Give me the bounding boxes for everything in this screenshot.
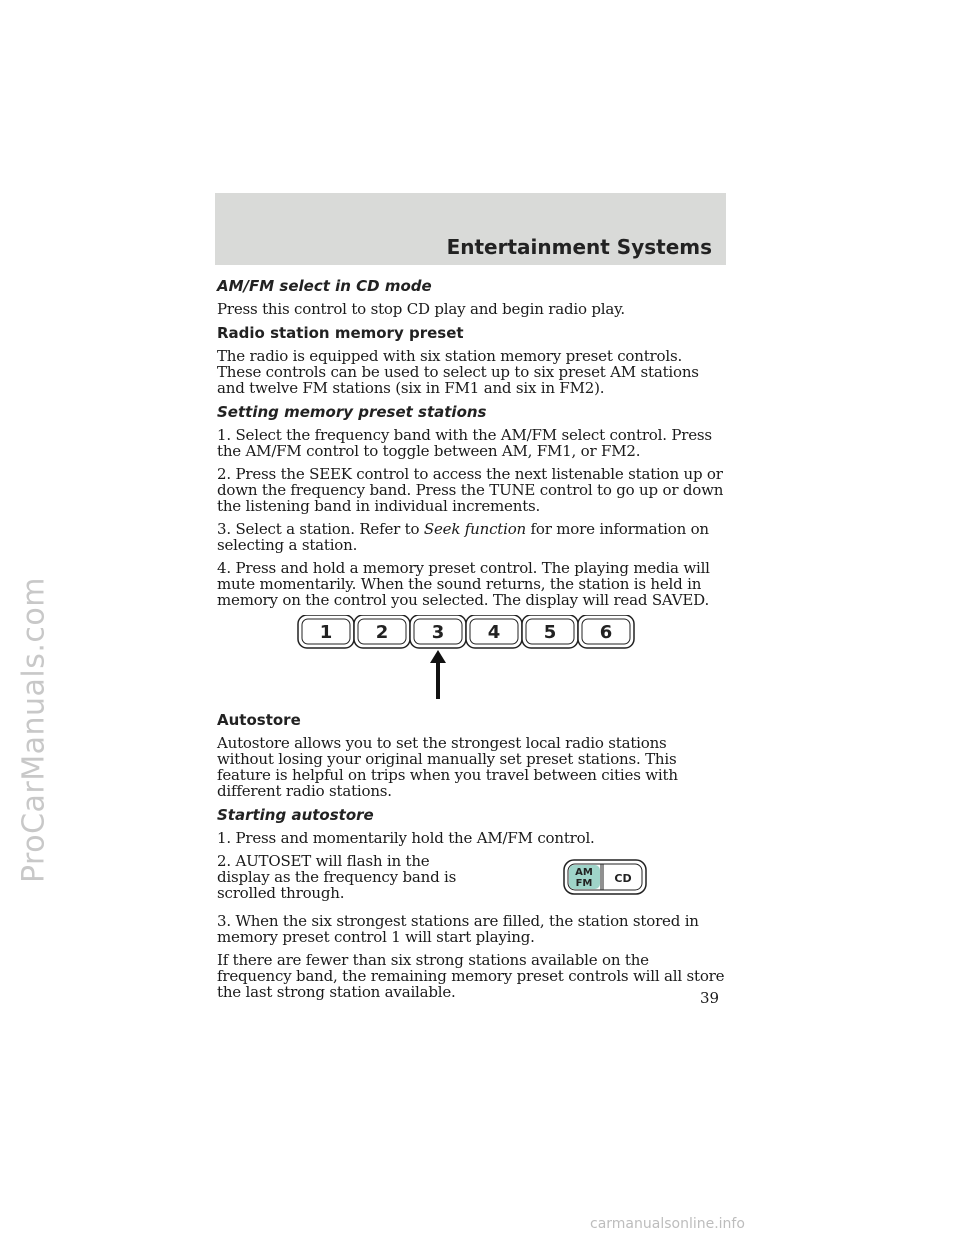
section-header: [215, 193, 726, 265]
preset-button-4: [466, 615, 522, 648]
heading-amfm-cd: AM/FM select in CD mode: [217, 277, 432, 295]
preset-button-5: [522, 615, 578, 648]
page-content: [217, 277, 725, 1007]
preset-buttons-figure: [217, 615, 725, 703]
paragraph-preset: The radio is equipped with six station memory preset controls. These controls can be used to select up to six preset AM stations and twelve FM stations (six in FM1 and six in FM2).: [217, 347, 699, 397]
preset-button-2-label: 2: [375, 622, 389, 643]
amfm-step-row: [217, 853, 725, 907]
setting-step-3-post: for more information on selecting a station.: [217, 520, 709, 554]
amfm-cd-figure: [563, 859, 647, 899]
setting-step-1: 1. Select the frequency band with the AM/FM select control. Press the AM/FM control to toggle between AM, FM1, or FM2.: [217, 426, 712, 460]
starting-step-1: 1. Press and momentarily hold the AM/FM control.: [217, 829, 595, 847]
preset-buttons-illustration: [297, 615, 642, 703]
paragraph-starting-note: If there are fewer than six strong stations available on the frequency band, the remaining memory preset controls will all store the last strong station available.: [217, 951, 725, 1001]
paragraph-autostore: Autostore allows you to set the strongest local radio stations without losing your original manually set preset stations. This feature is helpful on trips when you travel between cities with different radio stations.: [217, 734, 678, 800]
starting-step-3: 3. When the six strongest stations are filled, the station stored in memory preset control 1 will start playing.: [217, 912, 699, 946]
amfm-cd-button-illustration: [563, 859, 647, 895]
paragraph-amfm-cd: Press this control to stop CD play and begin radio play.: [217, 300, 625, 318]
arrow-up-icon: [430, 650, 446, 699]
heading-autostore: Autostore: [217, 711, 301, 729]
setting-step-3-pre: 3. Select a station. Refer to: [217, 520, 424, 538]
preset-button-2: [354, 615, 410, 648]
preset-button-4-label: 4: [487, 622, 501, 643]
preset-button-1: [298, 615, 354, 648]
starting-step-2: 2. AUTOSET will flash in the display as the frequency band is scrolled through.: [217, 852, 457, 902]
page-number: 39: [700, 989, 720, 1007]
seek-function-reference: Seek function: [423, 520, 526, 538]
heading-preset: Radio station memory preset: [217, 324, 464, 342]
side-watermark-text: ProCarManuals.com: [16, 576, 52, 884]
preset-button-5-label: 5: [543, 622, 557, 643]
section-title: Entertainment Systems: [446, 235, 712, 259]
heading-setting-presets: Setting memory preset stations: [217, 403, 487, 421]
cd-button-label: CD: [614, 872, 632, 885]
setting-step-3: [217, 521, 725, 553]
preset-button-1-label: 1: [319, 622, 333, 643]
amfm-button-fm-label: FM: [575, 878, 593, 889]
heading-starting-autostore: Starting autostore: [217, 806, 374, 824]
footer-watermark: carmanualsonline.info: [590, 1216, 745, 1232]
amfm-button-am-label: AM: [575, 867, 593, 878]
preset-button-3: [410, 615, 466, 648]
side-watermark: [4, 410, 64, 1050]
setting-step-4: 4. Press and hold a memory preset control. The playing media will mute momentarily. When the sound returns, the station is held in memory on the control you selected. The display will read SAVED.: [217, 559, 710, 609]
preset-button-3-label: 3: [431, 622, 445, 643]
setting-step-2: 2. Press the SEEK control to access the next listenable station up or down the frequency band. Press the TUNE control to go up or down the listening band in individual increments.: [217, 465, 724, 515]
preset-button-6-label: 6: [599, 622, 613, 643]
preset-button-6: [578, 615, 634, 648]
